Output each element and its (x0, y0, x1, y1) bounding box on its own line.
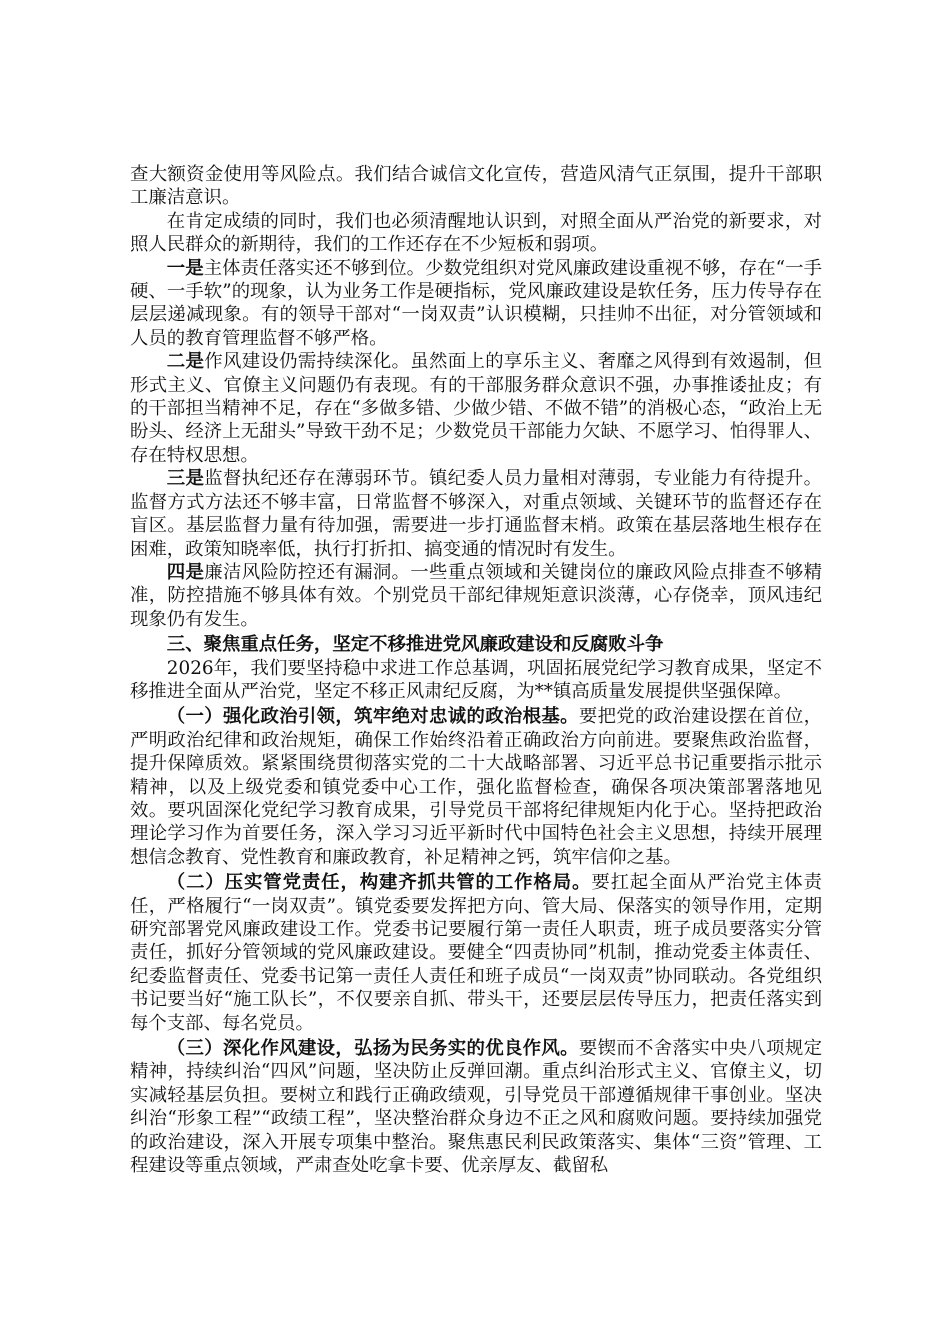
paragraph-2026-goals: 2026年，我们要坚持稳中求进工作总基调，巩固拓展党纪学习教育成果，坚定不移推进全面从严治党，坚定不移正风肃纪反腐，为**镇高质量发展提供坚强保障。 (130, 657, 822, 702)
subsection-three (130, 1037, 822, 1177)
subsection-two-title: （二）压实管党责任，构建齐抓共管的工作格局。 (166, 872, 592, 894)
paragraph-point-four (130, 561, 822, 631)
point-two-lead: 二是 (166, 351, 205, 373)
point-four-text: 廉洁风险防控还有漏洞。一些重点领域和关键岗位的廉政风险点排查不够精准，防控措施不够具体有效。个别党员干部纪律规矩意识淡薄，心存侥幸，顶风违纪现象仍有发生。 (130, 561, 822, 630)
paragraph-shortcomings-intro: 在肯定成绩的同时，我们也必须清醒地认识到，对照全面从严治党的新要求，对照人民群众的新期待，我们的工作还存在不少短板和弱项。 (130, 210, 822, 256)
document-page (130, 163, 822, 1177)
subsection-one (130, 705, 822, 869)
subsection-two (130, 871, 822, 1035)
subsection-three-text: 要锲而不舍落实中央八项规定精神，持续纠治“四风”问题，坚决防止反弹回潮。重点纠治形式主义、官僚主义，切实减轻基层负担。要树立和践行正确政绩观，引导党员干部遵循规律干事创业。坚决纠治“形象工程”“政绩工程”，坚决整治群众身边不正之风和腐败问题。要持续加强党的政治建设，深入开展专项集中整治。聚焦惠民利民政策落实、集体“三资”管理、工程建设等重点领域，严肃查处吃拿卡要、优亲厚友、截留私 (130, 1038, 822, 1177)
subsection-one-text: 要把党的政治建设摆在首位，严明政治纪律和政治规矩，确保工作始终沿着正确政治方向前进。要聚焦政治监督，提升保障质效。紧紧围绕贯彻落实党的二十大战略部署、习近平总书记重要指示批示精神，以及上级党委和镇党委中心工作，强化监督检查，确保各项决策部署落地见效。要巩固深化党纪学习教育成果，引导党员干部将纪律规矩内化于心。坚持把政治理论学习作为首要任务，深入学习习近平新时代中国特色社会主义思想，持续开展理想信念教育、党性教育和廉政教育，补足精神之钙，筑牢信仰之基。 (130, 706, 822, 868)
subsection-two-text: 要扛起全面从严治党主体责任，严格履行“一岗双责”。镇党委要发挥把方向、管大局、保落实的领导作用，定期研究部署党风廉政建设工作。党委书记要履行第一责任人职责，班子成员要落实分管责任，抓好分管领域的党风廉政建设。要健全“四责协同”机制，推动党委主体责任、纪委监督责任、党委书记第一责任人责任和班子成员“一岗双责”协同联动。各党组织书记要当好“施工队长”，不仅要亲自抓、带头干，还要层层传导压力，把责任落实到每个支部、每名党员。 (130, 872, 822, 1034)
subsection-one-title: （一）强化政治引领，筑牢绝对忠诚的政治根基。 (166, 706, 579, 728)
point-three-text: 监督执纪还存在薄弱环节。镇纪委人员力量相对薄弱，专业能力有待提升。监督方式方法还不够丰富，日常监督不够深入，对重点领域、关键环节的监督还存在盲区。基层监督力量有待加强，需要进一步打通监督末梢。政策在基层落地生根存在困难，政策知晓率低，执行打折扣、搞变通的情况时有发生。 (130, 468, 822, 560)
point-two-text: 作风建设仍需持续深化。虽然面上的享乐主义、奢靡之风得到有效遏制，但形式主义、官僚主义问题仍有表现。有的干部服务群众意识不强，办事推诿扯皮；有的干部担当精神不足，存在“多做多错、少做少错、不做不错”的消极心态，“政治上无盼头、经济上无甜头”导致干劲不足；少数党员干部能力欠缺、不愿学习、怕得罪人、存在特权思想。 (130, 351, 822, 466)
point-four-lead: 四是 (166, 561, 205, 583)
paragraph-point-one (130, 257, 822, 351)
section-heading-three: 三、聚焦重点任务，坚定不移推进党风廉政建设和反腐败斗争 (166, 634, 664, 656)
paragraph-continuation: 查大额资金使用等风险点。我们结合诚信文化宣传，营造风清气正氛围，提升干部职工廉洁意识。 (130, 164, 822, 209)
point-one-lead: 一是 (166, 257, 204, 279)
paragraph-point-two (130, 350, 822, 467)
subsection-three-title: （三）深化作风建设，弘扬为民务实的优良作风。 (166, 1038, 579, 1060)
point-one-text: 主体责任落实还不够到位。少数党组织对党风廉政建设重视不够，存在“一手硬、一手软”的现象，认为业务工作是硬指标，党风廉政建设是软任务，压力传导存在层层递减现象。有的领导干部对“一岗双责”认识模糊，只挂帅不出征，对分管领域和人员的教育管理监督不够严格。 (130, 257, 822, 349)
paragraph-point-three (130, 467, 822, 561)
point-three-lead: 三是 (166, 468, 205, 490)
